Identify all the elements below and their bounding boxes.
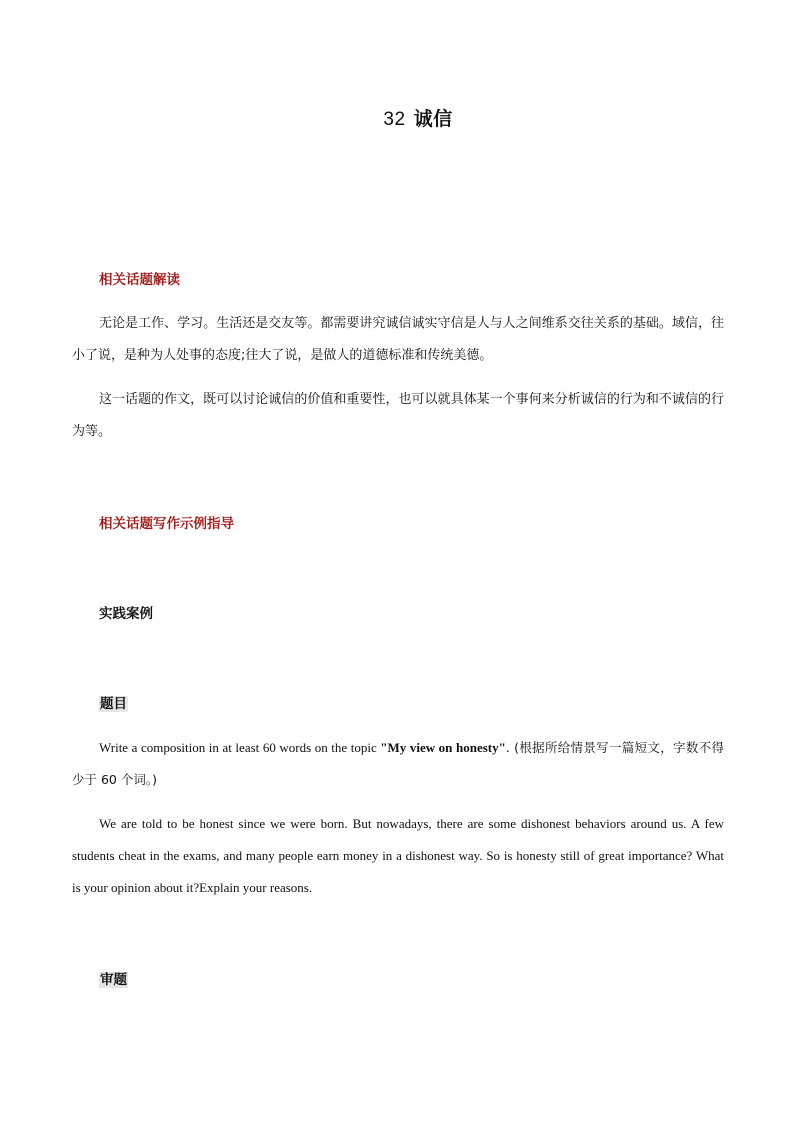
review-heading-label: 审题 — [100, 972, 127, 988]
review-heading — [99, 968, 128, 988]
guidance-heading: 相关话题写作示例指导 — [99, 516, 234, 532]
title-number: 32 — [383, 109, 406, 130]
case-heading: 实践案例 — [99, 606, 153, 622]
interpretation-paragraph-1: 无论是工作、学习。生活还是交友等。都需要讲究诚信诚实守信是人与人之间维系交往关系的基础。域信，往小了说，是种为人处事的态度;往大了说，是做人的道德标准和传统美德。 — [72, 316, 724, 363]
title-text: 诚信 — [413, 108, 453, 130]
prompt-part-1: Write a composition in at least 60 words on the topic — [99, 740, 381, 755]
page-title — [0, 104, 794, 131]
prompt-part-2: . (根据所给情景写一篇短文，字数不得少于 60 个词。) — [72, 740, 724, 787]
prompt-topic: "My view on honesty" — [380, 740, 506, 755]
writing-prompt — [72, 732, 724, 796]
situation-paragraph: We are told to be honest since we were born. But nowadays, there are some dishonest behaviors around us. A few students cheat in the exams, and many people earn money in a dishonest way. So is honesty still of great importance? What is your opinion about it?Explain your reasons. — [72, 816, 724, 895]
interpretation-paragraph-2: 这一话题的作文，既可以讨论诚信的价值和重要性，也可以就具体某一个事何来分析诚信的行为和不诚信的行为等。 — [72, 392, 724, 439]
topic-heading — [99, 692, 128, 712]
interpretation-heading: 相关话题解读 — [99, 272, 180, 288]
topic-heading-label: 题目 — [100, 696, 127, 712]
